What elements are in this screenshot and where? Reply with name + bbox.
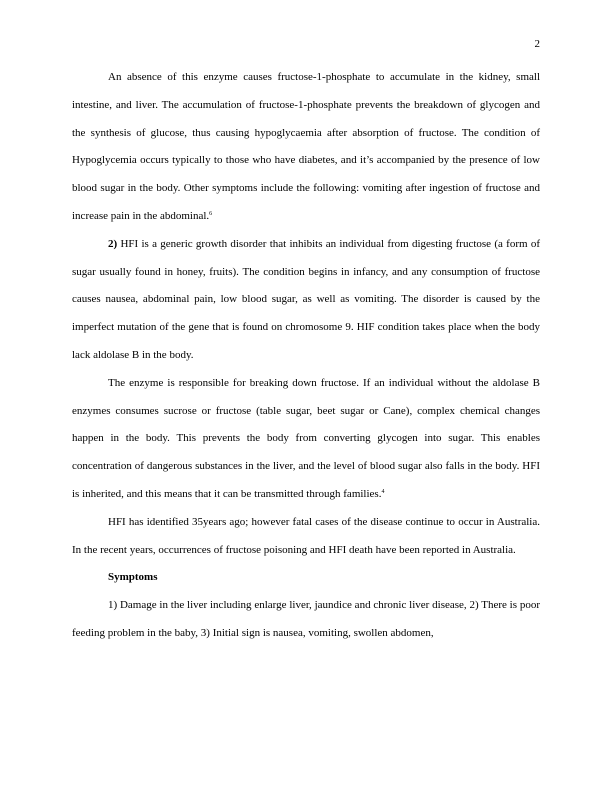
paragraph-text: An absence of this enzyme causes fructose-1-phosphate to accumulate in the kidney, small intestine, and liver. The accumulation of fructose-1-phosphate prevents the breakdown of glycogen and the synthesis of glucose, thus causing hypoglycaemia after absorption of fructose. The condition of Hypoglycemia occurs typically to those who have diabetes, and it’s accompanied by the presence of low blood sugar in the body. Other symptoms include the following: vomiting after ingestion of fructose and increase pain in the abdominal. bbox=[72, 71, 540, 222]
paragraph-text: HFI has identified 35years ago; however fatal cases of the disease continue to occur in Australia. In the recent years, occurrences of fructose poisoning and HFI death have been reported in Australia. bbox=[72, 515, 540, 556]
paragraph-enzyme-role bbox=[72, 370, 540, 509]
paragraph-hfi-definition bbox=[72, 231, 540, 370]
paragraph-text: 1) Damage in the liver including enlarge liver, jaundice and chronic liver disease, 2) There is poor feeding problem in the baby, 3) Initial sign is nausea, vomiting, swollen abdomen, bbox=[72, 599, 540, 639]
body-text bbox=[72, 64, 540, 648]
paragraph-lead-number: 2) bbox=[108, 237, 118, 250]
citation-ref: 6 bbox=[209, 210, 213, 217]
citation-ref: 4 bbox=[381, 488, 385, 495]
paragraph-text: The enzyme is responsible for breaking down fructose. If an individual without the aldolase B enzymes consumes sucrose or fructose (table sugar, beet sugar or Cane), complex chemical changes happen in the body. This prevents the body from converting glycogen into sugar. This enables concentration of dangerous substances in the liver, and the level of blood sugar also falls in the body. HFI is inherited, and this means that it can be transmitted through families. bbox=[72, 376, 540, 500]
paragraph-symptoms-list bbox=[72, 592, 540, 648]
paragraph-hfi-australia bbox=[72, 509, 540, 565]
page-number: 2 bbox=[534, 38, 540, 50]
paragraph-enzyme-absence bbox=[72, 64, 540, 231]
paragraph-text: HFI is a generic growth disorder that inhibits an individual from digesting fructose (a form of sugar usually found in honey, fruits). The condition begins in infancy, and any consumption of fructose causes nausea, abdominal pain, low blood sugar, as well as vomiting. The disorder is caused by the imperfect mutation of the gene that is found on chromosome 9. HIF condition takes place when the body lack aldolase B in the body. bbox=[72, 237, 540, 361]
section-heading-symptoms: Symptoms bbox=[108, 571, 158, 584]
